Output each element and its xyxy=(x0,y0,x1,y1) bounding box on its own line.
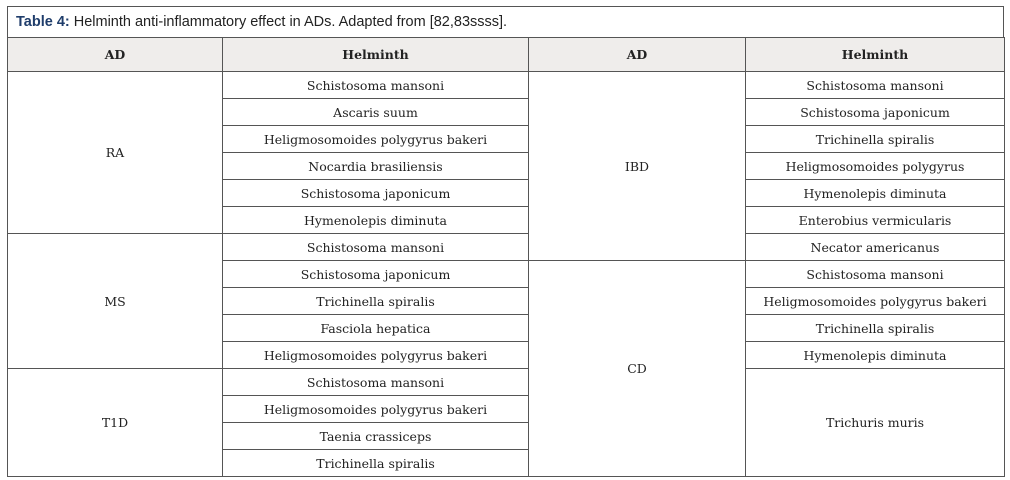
helminth-cell: Heligmosomoides polygyrus bakeri xyxy=(746,288,1005,315)
helminth-cell: Heligmosomoides polygyrus bakeri xyxy=(223,396,529,423)
helminth-cell: Schistosoma japonicum xyxy=(223,180,529,207)
ad-cell: T1D xyxy=(8,369,223,477)
table-caption xyxy=(7,6,1004,37)
helminth-cell: Heligmosomoides polygyrus xyxy=(746,153,1005,180)
helminth-cell: Schistosoma japonicum xyxy=(746,99,1005,126)
helminth-cell: Trichinella spiralis xyxy=(223,450,529,477)
helminth-cell: Heligmosomoides polygyrus bakeri xyxy=(223,342,529,369)
helminth-cell: Schistosoma japonicum xyxy=(223,261,529,288)
header-helminth-right: Helminth xyxy=(746,38,1005,72)
helminth-cell: Trichinella spiralis xyxy=(746,126,1005,153)
helminth-cell: Schistosoma mansoni xyxy=(223,234,529,261)
helminth-cell: Hymenolepis diminuta xyxy=(746,180,1005,207)
helminth-cell: Schistosoma mansoni xyxy=(746,261,1005,288)
helminth-cell: Taenia crassiceps xyxy=(223,423,529,450)
helminth-cell: Heligmosomoides polygyrus bakeri xyxy=(223,126,529,153)
helminth-cell: Hymenolepis diminuta xyxy=(746,342,1005,369)
ad-cell: IBD xyxy=(529,72,746,261)
ad-cell: RA xyxy=(8,72,223,234)
table-row xyxy=(8,72,1005,99)
helminth-cell: Enterobius vermicularis xyxy=(746,207,1005,234)
helminth-cell: Trichinella spiralis xyxy=(746,315,1005,342)
helminth-cell: Ascaris suum xyxy=(223,99,529,126)
ad-cell: CD xyxy=(529,261,746,477)
caption-label: Table 4: xyxy=(16,14,70,30)
helminth-cell: Fasciola hepatica xyxy=(223,315,529,342)
header-ad-left: AD xyxy=(8,38,223,72)
table-figure xyxy=(7,6,1004,477)
header-row xyxy=(8,38,1005,72)
helminth-cell: Trichuris muris xyxy=(746,369,1005,477)
caption-text: Helminth anti-inflammatory effect in ADs. Adapted from [82,83ssss]. xyxy=(69,14,508,30)
table-row xyxy=(8,234,1005,261)
helminth-cell: Schistosoma mansoni xyxy=(223,72,529,99)
helminth-table xyxy=(7,37,1005,477)
header-helminth-left: Helminth xyxy=(223,38,529,72)
helminth-cell: Trichinella spiralis xyxy=(223,288,529,315)
helminth-cell: Hymenolepis diminuta xyxy=(223,207,529,234)
helminth-cell: Schistosoma mansoni xyxy=(746,72,1005,99)
helminth-cell: Necator americanus xyxy=(746,234,1005,261)
header-ad-right: AD xyxy=(529,38,746,72)
helminth-cell: Schistosoma mansoni xyxy=(223,369,529,396)
table-row xyxy=(8,369,1005,396)
ad-cell: MS xyxy=(8,234,223,369)
helminth-cell: Nocardia brasiliensis xyxy=(223,153,529,180)
